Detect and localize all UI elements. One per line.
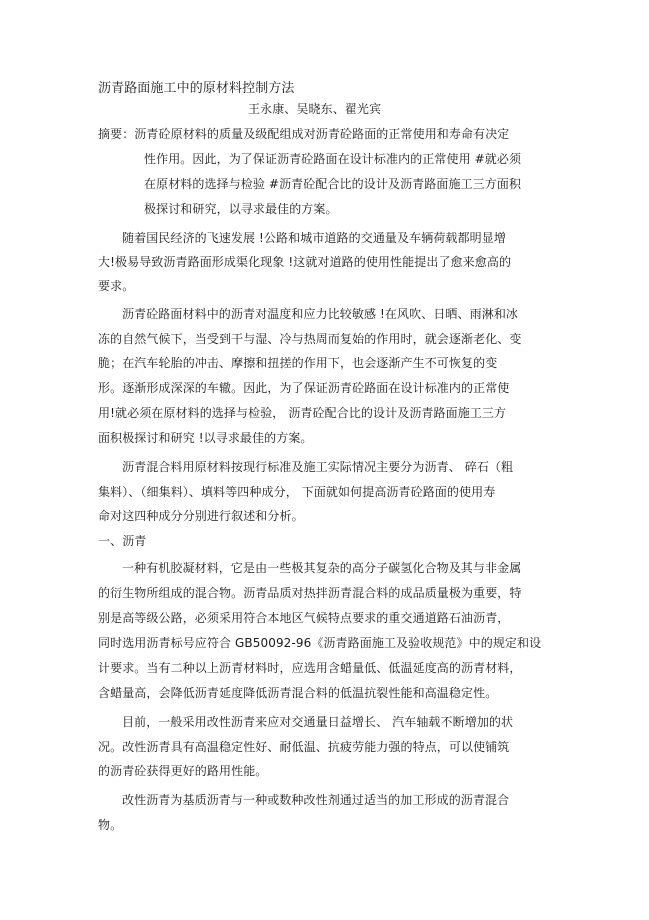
paragraph-line: 物。 — [98, 818, 123, 832]
document-authors: 王永康、吴晓东、翟光宾 — [248, 102, 382, 116]
paragraph-line: 沥青混合料用原材料按现行标准及施工实际情况主要分为沥青、 碎石（粗 — [122, 460, 514, 474]
paragraph-line: 集料）、（细集料）、填料等四种成分， 下面就如何提高沥青砼路面的使用寿 — [98, 485, 496, 499]
paragraph-line: 形。逐渐形成深深的车辙。因此，为了保证沥青砼路面在设计标准内的正常使 — [98, 381, 510, 395]
paragraph-line: 的衍生物所组成的混合物。沥青品质对热拌沥青混合料的成品质量极为重要，特 — [98, 586, 522, 600]
paragraph-line: 别是高等级公路，必须采用符合本地区气候特点要求的重交通道路石油沥青， — [98, 611, 510, 625]
paragraph-line: 况。改性沥青具有高温稳定性好、耐低温、抗疲劳能力强的特点，可以使铺筑 — [98, 740, 510, 754]
paragraph-line: 面积极探讨和研究 !以寻求最佳的方案。 — [98, 431, 313, 445]
paragraph-line: 一种有机胶凝材料，它是由一些极其复杂的高分子碳氢化合物及其与非金属 — [122, 561, 522, 575]
paragraph-line: 沥青砼路面材料中的沥青对温度和应力比较敏感 !在风吹、日晒、雨淋和冰 — [122, 307, 519, 321]
paragraph-line: 用!就必须在原材料的选择与检验， 沥青砼配合比的设计及沥青路面施工三方 — [98, 406, 507, 420]
abstract-line: 在原材料的选择与检验 #沥青砼配合比的设计及沥青路面施工三方面积 — [144, 177, 522, 191]
section-heading: 一、沥青 — [98, 534, 147, 548]
abstract-line: 性作用。因此，为了保证沥青砼路面在设计标准内的正常使用 #就必须 — [144, 152, 522, 166]
paragraph-line: 命对这四种成分分别进行叙述和分析。 — [98, 509, 304, 523]
paragraph-line: 改性沥青为基质沥青与一种或数种改性剂通过适当的加工形成的沥青混合 — [122, 793, 510, 807]
paragraph-line: 含蜡量高，会降低沥青延度降低沥青混合料的低温抗裂性能和高温稳定性。 — [98, 686, 498, 700]
paragraph-line: 要求。 — [98, 279, 135, 293]
paragraph-line: 冻的自然气候下，当受到干与湿、冷与热周而复始的作用时，就会逐渐老化、变 — [98, 332, 522, 346]
paragraph-line: 的沥青砼获得更好的路用性能。 — [98, 764, 268, 778]
paragraph-line: 脆；在汽车轮胎的冲击、摩擦和扭搓的作用下，也会逐渐产生不可恢复的变 — [98, 356, 498, 370]
document-title: 沥青路面施工中的原材料控制方法 — [98, 81, 295, 96]
abstract-line: 摘要：沥青砼原材料的质量及级配组成对沥青砼路面的正常使用和寿命有决定 — [98, 127, 510, 141]
abstract-line: 极探讨和研究，以寻求最佳的方案。 — [144, 202, 338, 216]
paragraph-line: 同时选用沥青标号应符合 GB50092-96《沥青路面施工及验收规范》中的规定和设 — [98, 636, 542, 650]
paragraph-line: 计要求。当有二种以上沥青材料时，应选用含蜡量低、低温延度高的沥青材料， — [98, 661, 522, 675]
paragraph-line: 目前，一般采用改性沥青来应对交通量日益增长、 汽车轴载不断增加的状 — [122, 715, 514, 729]
paragraph-line: 大!极易导致沥青路面形成渠化现象 !这就对道路的使用性能提出了愈来愈高的 — [98, 255, 512, 269]
paragraph-line: 随着国民经济的飞速发展 !公路和城市道路的交通量及车辆荷载都明显增 — [122, 231, 506, 245]
